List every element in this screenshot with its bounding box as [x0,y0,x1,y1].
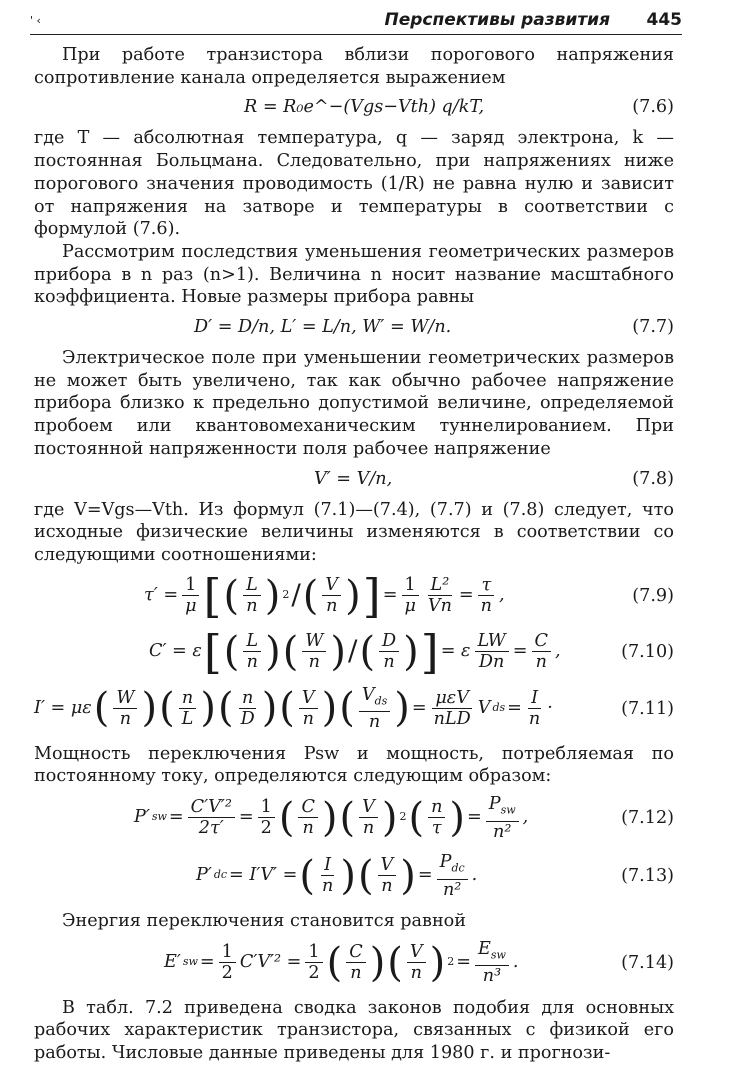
equation-formula: P′ sw = $\frac{\text{C′V′²}}{2\tau'}$ = $\frac{1}{2}$ ( $\frac{C}{n}$ ) ( $\frac{V}{n}$ ) 2 ( $\frac{n}{\tau}$ ) = $\frac{P_{sw}}{\text{n²}}$ , [134,794,529,842]
paragraph: Рассмотрим последствия уменьшения геометрических размеров прибора в n раз (n>1). Величина n носит название масштабного коэффициента. Новые размеры прибора равны [34,241,674,308]
equation-formula: I′ = με ( $\frac{W}{n}$ ) ( $\frac{n}{L}$ ) ( $\frac{n}{D}$ ) ( $\frac{V}{n}$ ) ( $\frac{V_{ds}}{n}$ ) = $\frac{\text{μεV}}{\text{nLD}}$ V ds = $\frac{I}{n}$ · [34,684,553,733]
running-header [30,6,682,35]
paragraph: где V=Vgs—Vth. Из формул (7.1)—(7.4), (7.7) и (7.8) следует, что исходные физические величины изменяются в соответствии со следующими соотношениями: [34,499,674,565]
equation-7-14 [34,939,674,991]
paragraph: Энергия переключения становится равной [62,911,466,932]
equation-number: (7.12) [621,808,674,829]
equation-number: (7.10) [621,641,674,662]
equation-formula: E′ sw = $\frac{1}{2}$ C′V′² = $\frac{1}{2}$ ( $\frac{C}{n}$ ) ( $\frac{V}{n}$ ) 2 = $\frac{E_{sw}}{\text{n³}}$ . [164,938,519,987]
paragraph: Мощность переключения Psw и мощность, потребляемая по постоянному току, определяются следующим образом: [34,743,674,787]
paragraph: где T — абсолютная температура, q — заряд электрона, k — постоянная Больцмана. Следовательно, при напряжениях ниже порогового значения проводимость (1/R) не равна нулю и зависит от напряжения на затворе и температуры в соответствии с формулой (7.6). [34,128,674,240]
equation-formula: C′ = ε [ ( $\frac{L}{n}$ ) ( $\frac{W}{n}$ ) / ( $\frac{D}{n}$ ) ] = ε $\frac{LW}{Dn}$ = $\frac{C}{n}$ , [149,624,561,679]
equation-7-11 [34,685,674,737]
header-marks: ' ‹ [30,14,41,27]
equation-number: (7.6) [632,97,674,118]
equation-7-7 [34,313,674,343]
equation-7-13 [34,852,674,904]
equation-7-8 [34,465,674,495]
equation-formula: τ′ = $\frac{1}{\mu}$ [ ( $\frac{L}{n}$ ) 2 / ( $\frac{V}{n}$ ) ] = $\frac{1}{\mu}$ $\frac{\text{L²}}{Vn}$ = $\frac{\tau}{n}$ , [144,568,505,623]
equation-formula: R = R₀e^−(Vgs−Vth) q/kT, [244,97,485,118]
page-number: 445 [646,10,682,30]
equation-number: (7.9) [632,585,674,606]
equation-formula: D′ = D/n, L′ = L/n, W′ = W/n. [194,317,452,338]
equation-number: (7.14) [621,952,674,973]
equation-formula: V′ = V/n, [314,468,393,489]
equation-formula: P′ dc = I′V′ = ( $\frac{I}{n}$ ) ( $\frac{V}{n}$ ) = $\frac{P_{dc}}{\text{n²}}$ . [196,852,478,900]
paragraph: Электрическое поле при уменьшении геометрических размеров не может быть увеличено, так как обычно рабочее напряжение прибора близко к предельно допустимой величине, определяемой пробоем или квантовомеханическим туннелированием. При постоянной напряженности поля рабочее напряжение [34,348,674,459]
equation-number: (7.8) [632,468,674,489]
equation-7-12 [34,794,674,846]
equation-number: (7.7) [632,317,674,338]
paragraph: В табл. 7.2 приведена сводка законов подобия для основных рабочих характеристик транзистора, связанных с физикой его работы. Числовые данные приведены для 1980 г. и прогнози- [34,997,674,1064]
equation-number: (7.11) [621,698,674,719]
equation-7-10 [34,624,674,679]
chapter-title: Перспективы развития [384,10,610,30]
paragraph: При работе транзистора вблизи порогового напряжения сопротивление канала определяется выражением [34,45,674,88]
page-body [34,44,674,1065]
equation-7-9 [34,568,674,623]
equation-7-6 [34,93,674,123]
equation-number: (7.13) [621,866,674,887]
